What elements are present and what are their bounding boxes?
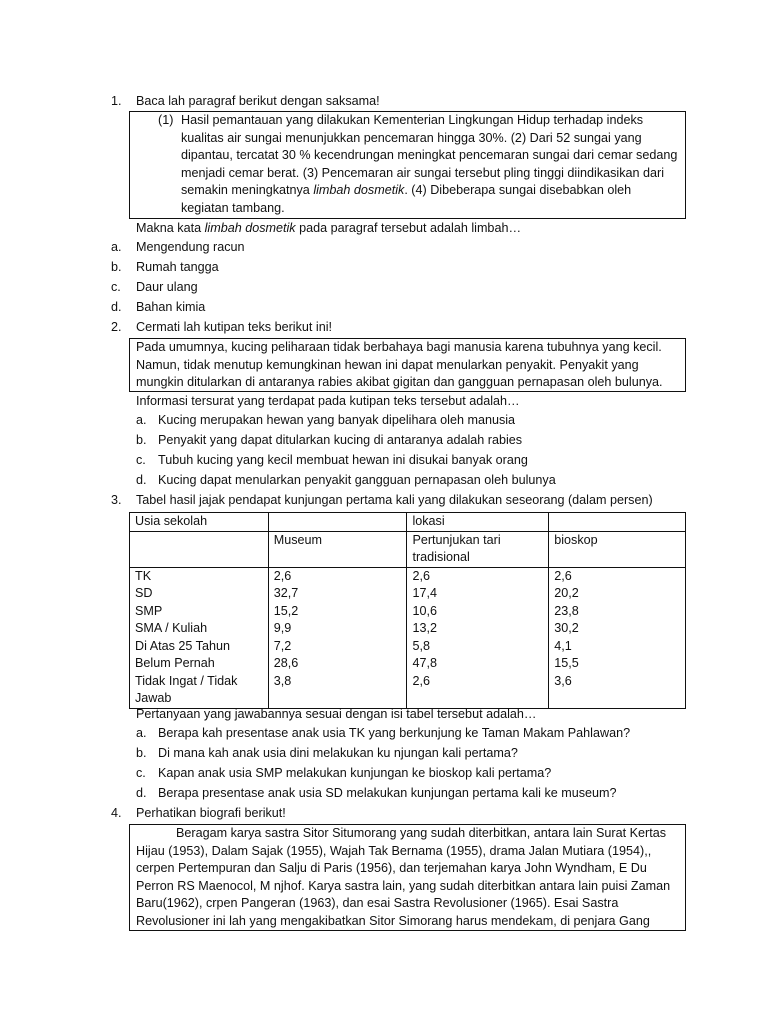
q3-prompt: Tabel hasil jajak pendapat kunjungan pertama kali yang dilakukan seseorang (dalam persen) bbox=[136, 493, 653, 507]
option-text: Mengendung racun bbox=[136, 240, 245, 254]
option-letter: a. bbox=[136, 413, 147, 427]
q3-question: Pertanyaan yang jawabannya sesuai dengan isi tabel tersebut adalah… bbox=[136, 707, 537, 721]
cell-tari: 10,6 bbox=[407, 603, 549, 621]
q1-box-line: dipantau, tercatat 30 % kecendrungan meningkat pencemaran sungai dari cemar sedang bbox=[181, 148, 678, 162]
q1-option-b[interactable] bbox=[111, 258, 219, 276]
cell-bioskop: 30,2 bbox=[549, 620, 686, 638]
cell-bioskop: 15,5 bbox=[549, 655, 686, 673]
table-row bbox=[130, 673, 686, 709]
q1-option-c[interactable] bbox=[111, 278, 198, 296]
row-label: TK bbox=[130, 567, 269, 585]
q2-option-d[interactable] bbox=[136, 471, 556, 489]
option-letter: c. bbox=[136, 453, 146, 467]
survey-table bbox=[129, 512, 686, 709]
header-pertunjukan-tari: Pertunjukan tari tradisional bbox=[407, 531, 549, 567]
q1-box-line: Hasil pemantauan yang dilakukan Kementerian Lingkungan Hidup terhadap indeks bbox=[181, 113, 644, 127]
option-text: Kucing dapat menularkan penyakit gangguan pernapasan oleh bulunya bbox=[158, 473, 556, 487]
option-letter: a. bbox=[111, 240, 122, 254]
q1-paragraph-box bbox=[129, 111, 686, 219]
q3-option-b[interactable] bbox=[136, 744, 518, 762]
subheader-empty bbox=[130, 531, 269, 567]
option-text: Penyakit yang dapat ditularkan kucing di antaranya adalah rabies bbox=[158, 433, 523, 447]
q1-question-italic-term: limbah dosmetik bbox=[204, 221, 296, 235]
q1-prompt: Baca lah paragraf berikut dengan saksama! bbox=[136, 94, 380, 108]
cell-museum: 3,8 bbox=[268, 673, 407, 709]
table-header-row bbox=[130, 513, 686, 532]
cell-museum: 32,7 bbox=[268, 585, 407, 603]
option-letter: b. bbox=[111, 260, 122, 274]
table-row bbox=[130, 585, 686, 603]
row-label: SMA / Kuliah bbox=[130, 620, 269, 638]
option-text: Bahan kimia bbox=[136, 300, 206, 314]
q1-box-text: . (4) Dibeberapa sungai disebabkan oleh bbox=[404, 183, 632, 197]
q3-option-d[interactable] bbox=[136, 784, 617, 802]
row-label: SD bbox=[130, 585, 269, 603]
table-row bbox=[130, 603, 686, 621]
q1-question-text: Makna kata bbox=[136, 221, 205, 235]
header-empty bbox=[549, 513, 686, 532]
option-letter: b. bbox=[136, 433, 147, 447]
header-empty bbox=[268, 513, 407, 532]
table-subheader-row bbox=[130, 531, 686, 567]
option-letter: c. bbox=[111, 280, 121, 294]
table-row bbox=[130, 655, 686, 673]
q1-prompt-line bbox=[111, 92, 380, 110]
cell-tari: 2,6 bbox=[407, 673, 549, 709]
option-text: Rumah tangga bbox=[136, 260, 219, 274]
q1-sentence-number: (1) bbox=[158, 113, 174, 127]
q2-box-line: mungkin ditularkan di antaranya rabies akibat gigitan dan gangguan pernapasan oleh bulunya. bbox=[136, 375, 663, 389]
cell-tari: 2,6 bbox=[407, 567, 549, 585]
q4-prompt: Perhatikan biografi berikut! bbox=[136, 806, 286, 820]
cell-bioskop: 4,1 bbox=[549, 638, 686, 656]
cell-museum: 2,6 bbox=[268, 567, 407, 585]
q2-option-c[interactable] bbox=[136, 451, 528, 469]
cell-museum: 28,6 bbox=[268, 655, 407, 673]
option-letter: d. bbox=[111, 300, 122, 314]
q3-prompt-line bbox=[111, 491, 653, 509]
q3-number: 3. bbox=[111, 493, 122, 507]
option-letter: b. bbox=[136, 746, 147, 760]
option-text: Berapa presentase anak usia SD melakukan kunjungan pertama kali ke museum? bbox=[158, 786, 617, 800]
q2-question: Informasi tersurat yang terdapat pada kutipan teks tersebut adalah… bbox=[136, 394, 520, 408]
q2-box-line: Pada umumnya, kucing peliharaan tidak berbahaya bagi manusia karena tubuhnya yang kecil. bbox=[136, 340, 662, 354]
option-letter: d. bbox=[136, 473, 147, 487]
header-usia-sekolah: Usia sekolah bbox=[130, 513, 269, 532]
option-text: Daur ulang bbox=[136, 280, 198, 294]
header-lokasi: lokasi bbox=[407, 513, 549, 532]
q1-box-line: kegiatan tambang. bbox=[181, 200, 285, 215]
q4-prompt-line bbox=[111, 804, 286, 822]
cell-bioskop: 3,6 bbox=[549, 673, 686, 709]
q4-number: 4. bbox=[111, 806, 122, 820]
table-row bbox=[130, 567, 686, 585]
q4-box-line: Beragam karya sastra Sitor Situmorang yang sudah diterbitkan, antara lain Surat Kertas bbox=[176, 826, 667, 840]
option-text: Kucing merupakan hewan yang banyak dipelihara oleh manusia bbox=[158, 413, 516, 427]
header-bioskop: bioskop bbox=[549, 531, 686, 567]
row-label: Tidak Ingat / Tidak Jawab bbox=[130, 673, 269, 709]
option-text: Kapan anak usia SMP melakukan kunjungan ke bioskop kali pertama? bbox=[158, 766, 552, 780]
cell-tari: 47,8 bbox=[407, 655, 549, 673]
cell-bioskop: 2,6 bbox=[549, 567, 686, 585]
option-letter: c. bbox=[136, 766, 146, 780]
q2-box-line: Namun, tidak menutup kemungkinan hewan ini dapat menularkan penyakit. Penyakit yang bbox=[136, 357, 639, 372]
q1-question-text: pada paragraf tersebut adalah limbah… bbox=[295, 221, 522, 235]
table-row bbox=[130, 620, 686, 638]
q4-box-line: Revolusioner ini lah yang mengakibatkan Sitor Simorang harus mendekam, di penjara Gang bbox=[136, 913, 650, 928]
q2-option-b[interactable] bbox=[136, 431, 523, 449]
cell-museum: 15,2 bbox=[268, 603, 407, 621]
option-letter: d. bbox=[136, 786, 147, 800]
table-row bbox=[130, 638, 686, 656]
row-label: Belum Pernah bbox=[130, 655, 269, 673]
option-text: Berapa kah presentase anak usia TK yang berkunjung ke Taman Makam Pahlawan? bbox=[158, 726, 631, 740]
q4-box-line: Hijau (1953), Dalam Sajak (1955), Wajah Tak Bernama (1955), drama Jalan Mutiara (1954),, bbox=[136, 843, 652, 858]
option-text: Di mana kah anak usia dini melakukan ku njungan kali pertama? bbox=[158, 746, 518, 760]
row-label: Di Atas 25 Tahun bbox=[130, 638, 269, 656]
header-museum: Museum bbox=[268, 531, 407, 567]
q1-box-line-5 bbox=[181, 182, 631, 200]
cell-museum: 9,9 bbox=[268, 620, 407, 638]
q1-question bbox=[136, 219, 521, 237]
cell-tari: 5,8 bbox=[407, 638, 549, 656]
q4-box-line: Baru(1962), crpen Pangeran (1963), dan esai Sastra Revolusioner (1965). Esai Sastra bbox=[136, 896, 619, 910]
q1-box-line: menjadi cemar berat. (3) Pencemaran air sungai tersebut pling tinggi diindikasikan dari bbox=[181, 165, 665, 180]
row-label: SMP bbox=[130, 603, 269, 621]
q4-biography-box bbox=[129, 824, 686, 931]
q1-option-a[interactable] bbox=[111, 238, 245, 256]
cell-tari: 13,2 bbox=[407, 620, 549, 638]
q2-option-a[interactable] bbox=[136, 411, 516, 429]
q4-box-line: Perron RS Maenocol, M njhof. Karya sastra lain, yang sudah diterbitkan antara lain puisi Zaman bbox=[136, 878, 671, 893]
q1-box-text: semakin meningkatnya bbox=[181, 183, 314, 197]
cell-museum: 7,2 bbox=[268, 638, 407, 656]
q1-box-line: kualitas air sungai menunjukkan pencemaran hingga 30%. (2) Dari 52 sungai yang bbox=[181, 130, 642, 145]
cell-bioskop: 20,2 bbox=[549, 585, 686, 603]
q3-option-a[interactable] bbox=[136, 724, 631, 742]
q4-box-line: cerpen Pertempuran dan Salju di Paris (1956), dan terjemahan karya John Wyndham, E Du bbox=[136, 861, 647, 875]
q2-number: 2. bbox=[111, 320, 122, 334]
q1-box-italic-term: limbah dosmetik bbox=[313, 183, 405, 197]
cell-bioskop: 23,8 bbox=[549, 603, 686, 621]
q1-option-d[interactable] bbox=[111, 298, 206, 316]
option-text: Tubuh kucing yang kecil membuat hewan ini disukai banyak orang bbox=[158, 453, 528, 467]
q2-quote-box bbox=[129, 338, 686, 392]
q3-option-c[interactable] bbox=[136, 764, 552, 782]
q2-prompt-line bbox=[111, 318, 332, 336]
cell-tari: 17,4 bbox=[407, 585, 549, 603]
option-letter: a. bbox=[136, 726, 147, 740]
q2-prompt: Cermati lah kutipan teks berikut ini! bbox=[136, 320, 332, 334]
q1-number: 1. bbox=[111, 94, 122, 108]
